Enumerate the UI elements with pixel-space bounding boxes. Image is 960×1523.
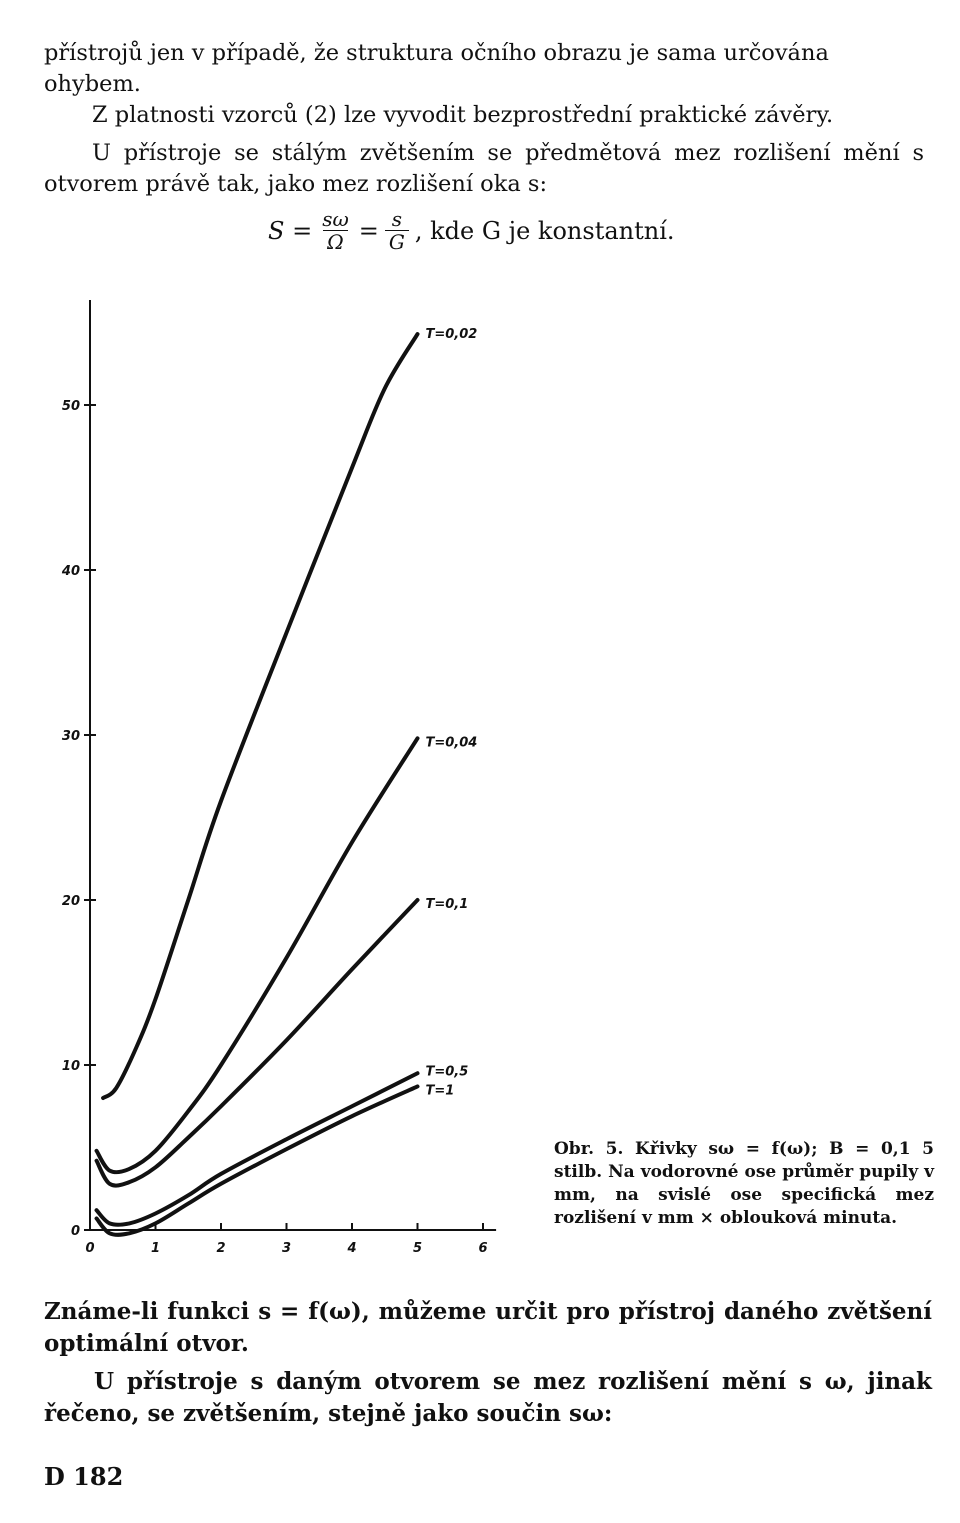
paragraph-5: U přístroje s daným otvorem se mez rozlišení mění s ω, jinak řečeno, se zvětšením, stejně jako součin sω: [44, 1368, 932, 1427]
x-tick-label: 6 [478, 1241, 488, 1256]
y-tick-label: 50 [61, 399, 80, 414]
paragraph-3: U přístroje se stálým zvětšením se předmětová mez rozlišení mění s otvorem právě tak, jako mez rozlišení oka s: [44, 140, 924, 197]
y-tick-label: 20 [61, 894, 80, 909]
line-chart [40, 300, 540, 1280]
formula-fraction-2 [385, 208, 409, 253]
formula-lhs: S = [268, 216, 313, 245]
series-label: T=0,1 [425, 897, 469, 912]
y-tick-label: 40 [61, 564, 80, 579]
series-label: T=0,02 [425, 327, 478, 343]
y-tick-label: 0 [70, 1224, 80, 1239]
text-line-1: přístrojů jen v případě, že struktura očního obrazu je sama určována [44, 40, 829, 66]
page-number: D 182 [44, 1462, 124, 1491]
formula-equals: = [358, 216, 379, 245]
series-label: T=0,5 [425, 1064, 469, 1080]
x-tick-label: 2 [216, 1241, 226, 1256]
series-line [103, 334, 417, 1098]
paragraph-2: Z platnosti vzorců (2) lze vyvodit bezprostřední praktické závěry. [92, 102, 834, 128]
series-line [97, 900, 418, 1186]
figure-caption: Obr. 5. Křivky sω = f(ω); B = 0,1 5 stilb. Na vodorovné ose průměr pupily v mm, na svislé ose specifická mez rozlišení v mm × oblouková minuta. [554, 1139, 934, 1228]
x-tick-label: 1 [150, 1241, 161, 1256]
y-tick-label: 30 [61, 729, 80, 744]
formula [268, 208, 675, 253]
x-tick-label: 4 [347, 1241, 357, 1256]
series-line [97, 1073, 418, 1225]
figure [40, 300, 540, 1284]
y-tick-label: 10 [61, 1059, 80, 1074]
text-line-2: ohybem. [44, 71, 141, 97]
series-label: T=0,04 [425, 735, 478, 751]
x-tick-label: 5 [412, 1241, 423, 1256]
series-label: T=1 [425, 1083, 455, 1099]
x-tick-label: 3 [281, 1241, 292, 1256]
paragraph-4: Známe-li funkci s = f(ω), můžeme určit pro přístroj daného zvětšení optimální otvor. [44, 1298, 932, 1357]
formula-frac2-num: s [391, 207, 402, 231]
formula-fraction-1 [318, 208, 353, 253]
formula-frac2-den: G [385, 230, 409, 253]
formula-tail: , kde G je konstantní. [414, 216, 675, 245]
formula-frac1-num: sω [322, 207, 349, 231]
formula-frac1-den: Ω [323, 230, 348, 253]
x-tick-label: 0 [85, 1241, 95, 1256]
